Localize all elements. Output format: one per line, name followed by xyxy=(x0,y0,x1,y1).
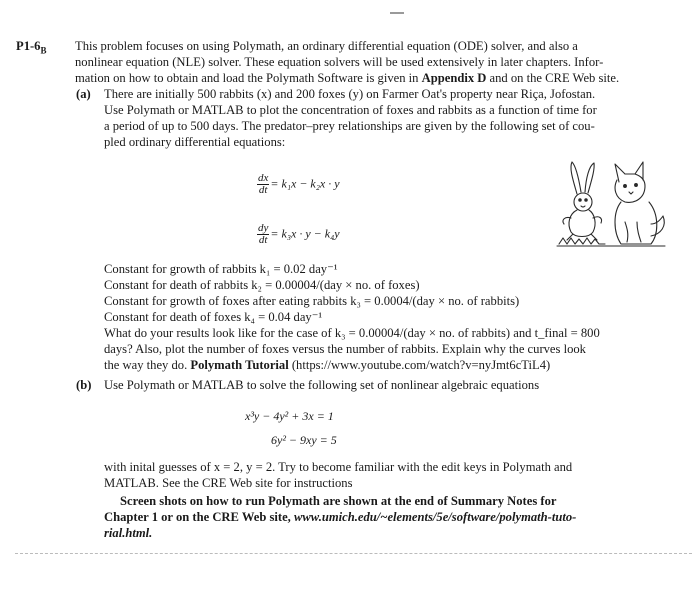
rabbit-fox-illustration xyxy=(555,152,670,252)
part-b-label: (b) xyxy=(76,378,92,392)
constants-block: Constant for growth of rabbits k₁ = 0.02 day⁻¹ Constant for death of rabbits k₂ = 0.00004/(day × no. of foxes) Constant for growth of foxes after eating rabbits k₃ = 0.0004/(day × no. of rabbits) Constant for death of foxes k₄ = 0.04 day⁻¹ What do your results look like for the case of k₃ = 0.00004/(day × no. of rabbits) and t_final = 800 days? Also, plot the number of foxes versus the number of rabbits. Explain why the curves look the way they do. Polymath Tutorial (https://www.youtube.com/watch?v=nyJmt6cTiL4) xyxy=(104,262,600,372)
part-a-label: (a) xyxy=(76,87,91,101)
ode-foxes: $\frac{dy}{dt}$ = k₃x · y − k₄y xyxy=(258,222,340,246)
nle-eq2: 6y² − 9xy = 5 xyxy=(271,433,337,447)
part-b-guess: with inital guesses of x = 2, y = 2. Try to become familiar with the edit keys in Polymath and MATLAB. See the CRE Web site for instructions xyxy=(104,460,573,490)
fox-drawing xyxy=(615,162,664,244)
part-b-note: Screen shots on how to run Polymath are shown at the end of Summary Notes for Chapter 1 or on the CRE Web site, www.umich.edu/~elements/5e/software/polymath-tuto- rial.html. xyxy=(104,494,577,540)
nle-eq1: x³y − 4y² + 3x = 1 xyxy=(245,409,334,423)
part-b-intro: Use Polymath or MATLAB to solve the following set of nonlinear algebraic equations xyxy=(104,378,540,392)
intro-paragraph: This problem focuses on using Polymath, an ordinary differential equation (ODE) solver, and also a nonlinear equation (NLE) solver. These equation solvers will be used extensively in later chapters. Infor- mation on how to obtain and load the Polymath Software is given in Appendix D and on the CRE Web site. xyxy=(75,39,620,85)
top-scan-mark xyxy=(390,12,404,14)
polymath-tutorial-link[interactable]: Polymath Tutorial xyxy=(190,358,289,372)
part-a-text: There are initially 500 rabbits (x) and 200 foxes (y) on Farmer Oat's property near Riça, Jofostan. Use Polymath or MATLAB to plot the concentration of foxes and rabbits as a function of time for a period of up to 500 days. The predator–prey relationships are given by the following set of cou- pled ordinary differential equations: xyxy=(104,87,597,149)
rabbit-drawing xyxy=(563,162,602,240)
bottom-divider xyxy=(15,553,692,554)
problem-number: $P1-6_B$ xyxy=(16,39,47,56)
cre-website-link[interactable]: www.umich.edu/~elements/5e/software/polymath-tuto- xyxy=(293,510,577,524)
ode-rabbits: $\frac{dx}{dt}$ = k₁x − k₂x · y xyxy=(258,172,340,196)
